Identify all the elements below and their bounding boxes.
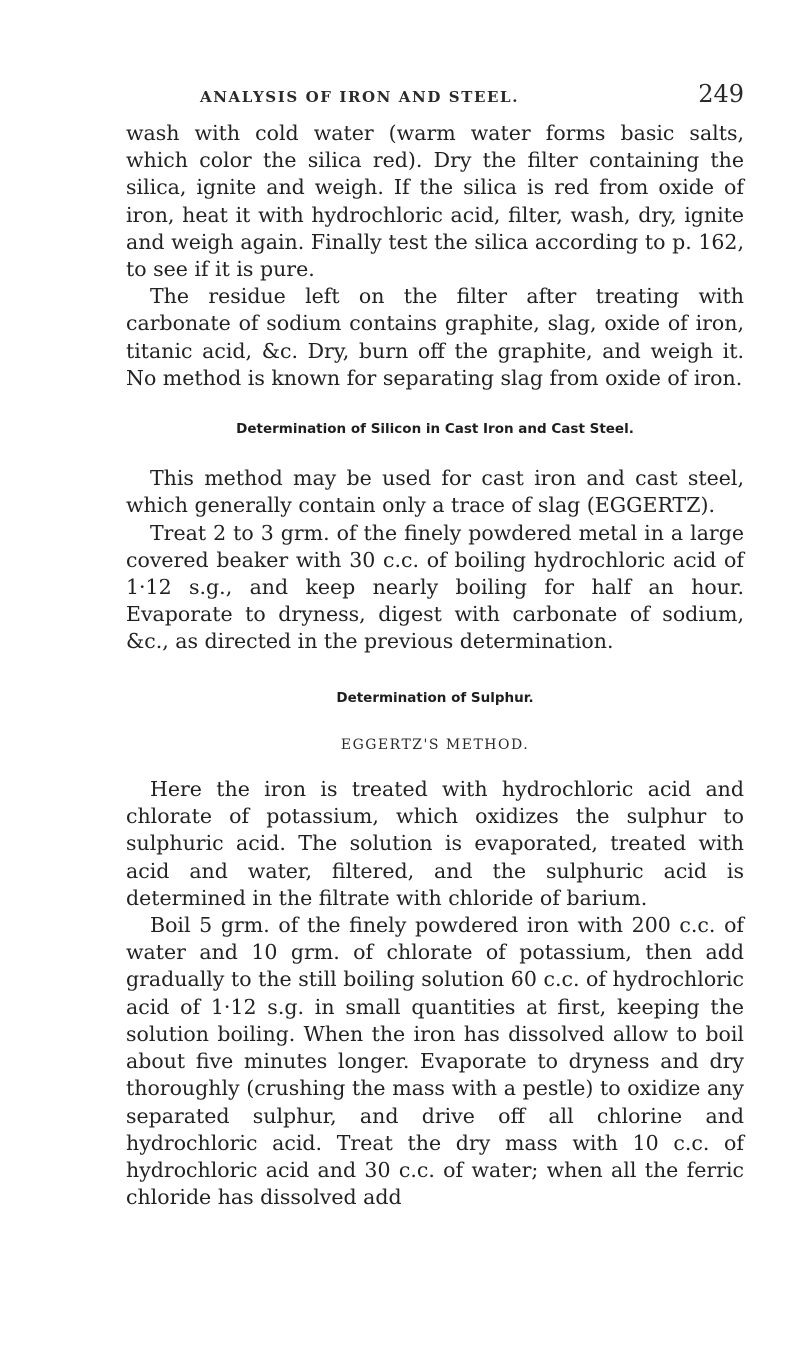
page-number: 249 bbox=[698, 80, 744, 108]
paragraph: The residue left on the filter after treating with carbonate of sodium contains graphite, slag, oxide of iron, titanic acid, &c. Dry, burn off the graphite, and weigh it. No method is known for separating slag from oxide of iron. bbox=[126, 284, 744, 390]
section-heading-sulphur: Determination of Sulphur. bbox=[336, 689, 534, 706]
running-header bbox=[128, 78, 744, 108]
paragraph: Here the iron is treated with hydrochloric acid and chlorate of potassium, which oxidizes the sulphur to sulphuric acid. The solution is evaporated, treated with acid and water, filtered, and the sulphuric acid is determined in the filtrate with chloride of barium. bbox=[126, 777, 744, 910]
paragraph: This method may be used for cast iron and cast steel, which generally contain only a trace of slag (EGGERTZ). bbox=[126, 466, 744, 518]
section-heading-silicon: Determination of Silicon in Cast Iron and Cast Steel. bbox=[236, 421, 634, 438]
running-title: ANALYSIS OF IRON AND STEEL. bbox=[200, 88, 520, 106]
paragraph: wash with cold water (warm water forms basic salts, which color the silica red). Dry the filter containing the silica, ignite and weigh. If the silica is red from oxide of iron, heat it with hydrochloric acid, filter, wash, dry, ignite and weigh again. Finally test the silica according to p. 162, to see if it is pure. bbox=[126, 121, 744, 282]
method-subheading: EGGERTZ'S METHOD. bbox=[340, 736, 530, 753]
paragraph: Treat 2 to 3 grm. of the finely powdered metal in a large covered beaker with 30 c.c. of boiling hydrochloric acid of 1·12 s.g., and keep nearly boiling for half an hour. Evaporate to dryness, digest with carbonate of sodium, &c., as directed in the previous determination. bbox=[126, 520, 744, 654]
body-text bbox=[126, 120, 744, 1211]
paragraph: Boil 5 grm. of the finely powdered iron with 200 c.c. of water and 10 grm. of chlorate of potassium, then add gradually to the still boiling solution 60 c.c. of hydrochloric acid of 1·12 s.g. in small quantities at first, keeping the solution boiling. When the iron has dissolved allow to boil about five minutes longer. Evaporate to dryness and dry thoroughly (crushing the mass with a pestle) to oxidize any separated sulphur, and drive off all chlorine and hydrochloric acid. Treat the dry mass with 10 c.c. of hydrochloric acid and 30 c.c. of water; when all the ferric chloride has dissolved add bbox=[126, 913, 744, 1210]
